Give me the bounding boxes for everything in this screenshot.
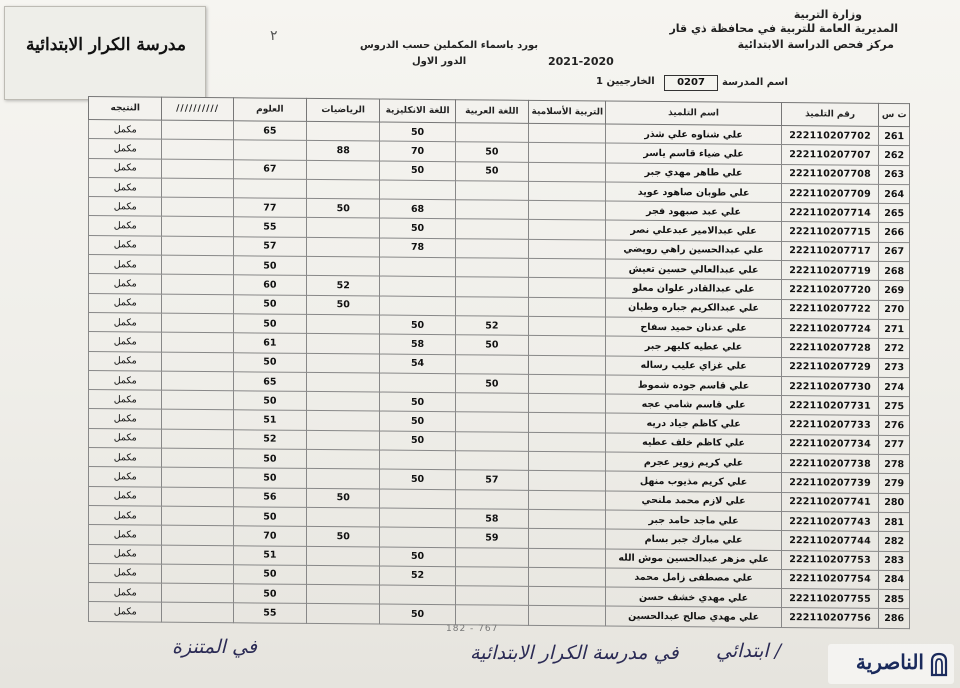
row-hatched-cell — [162, 139, 233, 159]
row-student-number: 222110207756 — [781, 608, 879, 628]
row-english-grade: 50 — [380, 547, 455, 567]
row-seq: 286 — [879, 609, 910, 629]
row-science-grade: 77 — [233, 198, 306, 218]
row-student-number: 222110207744 — [781, 531, 879, 551]
row-student-number: 222110207733 — [781, 415, 879, 435]
row-student-name: علي عبدالعالي حسين تعيش — [606, 259, 781, 280]
row-hatched-cell — [162, 275, 233, 295]
row-student-name: علي عبدالحسين راهي رويضي — [606, 240, 781, 261]
row-math-grade — [307, 469, 380, 489]
header-result: النتيجه — [89, 97, 162, 121]
row-english-grade: 50 — [380, 122, 455, 142]
row-islamic-grade — [529, 162, 606, 182]
row-arabic-grade: 50 — [455, 142, 528, 162]
row-math-grade — [307, 411, 380, 431]
row-seq: 270 — [879, 300, 910, 320]
row-student-name: علي مبارك جبر بسام — [606, 529, 781, 550]
row-english-grade — [380, 296, 455, 316]
row-seq: 263 — [879, 165, 910, 185]
row-arabic-grade — [455, 200, 528, 220]
row-islamic-grade — [529, 394, 606, 414]
row-student-number: 222110207743 — [781, 511, 879, 531]
row-student-name: علي عبدالامير عبدعلي نصر — [606, 221, 781, 242]
row-islamic-grade — [529, 432, 606, 452]
row-math-grade — [307, 121, 380, 141]
row-science-grade: 50 — [233, 565, 306, 585]
row-result: مكمل — [89, 312, 162, 332]
row-hatched-cell — [162, 178, 233, 198]
row-seq: 280 — [879, 493, 910, 513]
row-arabic-grade — [455, 567, 528, 587]
row-arabic-grade: 52 — [455, 316, 528, 336]
row-islamic-grade — [529, 123, 606, 143]
header-student-number: رقم التلميذ — [781, 103, 879, 127]
row-islamic-grade — [529, 239, 606, 259]
round-title: الدور الاول — [412, 56, 467, 67]
row-student-number: 222110207702 — [781, 126, 879, 146]
year-label: 2021-2020 — [548, 55, 614, 68]
row-math-grade: 52 — [307, 276, 380, 296]
row-math-grade — [307, 218, 380, 238]
row-hatched-cell — [162, 583, 233, 603]
center-title: مركز فحص الدراسة الابتدائية — [737, 38, 894, 51]
row-hatched-cell — [162, 448, 233, 468]
row-result: مكمل — [89, 274, 162, 294]
row-hatched-cell — [162, 120, 233, 140]
row-student-name: علي ماجد حامد جبر — [606, 510, 781, 531]
stamp-mark: ٢ — [270, 28, 278, 44]
row-student-number: 222110207729 — [781, 357, 879, 377]
row-arabic-grade — [455, 412, 528, 432]
row-hatched-cell — [162, 390, 233, 410]
row-english-grade: 68 — [380, 199, 455, 219]
row-english-grade: 50 — [380, 469, 455, 489]
row-math-grade — [307, 334, 380, 354]
row-result: مكمل — [89, 177, 162, 197]
row-science-grade: 51 — [233, 545, 306, 565]
row-math-grade: 50 — [307, 199, 380, 219]
row-arabic-grade — [455, 586, 528, 606]
row-student-number: 222110207739 — [781, 473, 879, 493]
row-result: مكمل — [89, 486, 162, 506]
row-science-grade: 50 — [233, 507, 306, 527]
row-math-grade: 50 — [307, 527, 380, 547]
row-islamic-grade — [529, 143, 606, 163]
row-hatched-cell — [162, 487, 233, 507]
row-student-name: علي كاظم جياد دريه — [606, 413, 781, 434]
row-hatched-cell — [162, 352, 233, 372]
row-science-grade: 51 — [233, 410, 306, 430]
table-body — [89, 120, 910, 629]
row-hatched-cell — [162, 313, 233, 333]
row-student-name: علي مهدي صالح عبدالحسين — [606, 606, 781, 627]
row-english-grade: 70 — [380, 141, 455, 161]
row-result: مكمل — [89, 216, 162, 236]
row-arabic-grade: 50 — [455, 335, 528, 355]
row-islamic-grade — [529, 548, 606, 568]
row-science-grade — [233, 140, 306, 160]
row-result: مكمل — [89, 351, 162, 371]
row-islamic-grade — [529, 413, 606, 433]
row-arabic-grade: 59 — [455, 528, 528, 548]
row-student-name: علي طاهر مهدي جبر — [606, 163, 781, 184]
row-hatched-cell — [162, 294, 233, 314]
row-result: مكمل — [89, 544, 162, 564]
row-islamic-grade — [529, 374, 606, 394]
row-english-grade — [380, 257, 455, 277]
signature-right: / ابتدائي — [716, 640, 782, 662]
row-hatched-cell — [162, 410, 233, 430]
row-result: مكمل — [89, 332, 162, 352]
row-student-name: علي مهدي خشف حسن — [606, 587, 781, 608]
row-seq: 264 — [879, 184, 910, 204]
row-math-grade — [307, 353, 380, 373]
row-student-number: 222110207719 — [781, 261, 879, 281]
row-science-grade: 50 — [233, 449, 306, 469]
row-student-number: 222110207730 — [781, 376, 879, 396]
row-arabic-grade — [455, 431, 528, 451]
row-science-grade: 50 — [233, 352, 306, 372]
row-arabic-grade: 57 — [455, 470, 528, 490]
row-result: مكمل — [89, 120, 162, 140]
row-hatched-cell — [162, 564, 233, 584]
row-result: مكمل — [89, 525, 162, 545]
row-student-name: علي عطيه كليهر جبر — [606, 336, 781, 357]
row-math-grade — [307, 585, 380, 605]
watermark-text: الناصرية — [855, 650, 924, 674]
row-result: مكمل — [89, 583, 162, 603]
row-result: مكمل — [89, 158, 162, 178]
row-seq: 279 — [879, 474, 910, 494]
row-english-grade: 54 — [380, 354, 455, 374]
row-islamic-grade — [529, 529, 606, 549]
row-seq: 266 — [879, 223, 910, 243]
row-seq: 285 — [879, 590, 910, 610]
row-student-number: 222110207754 — [781, 569, 879, 589]
page-counter: 182 - 767 — [446, 624, 499, 634]
row-seq: 271 — [879, 319, 910, 339]
row-arabic-grade — [455, 258, 528, 278]
row-student-name: علي قاسم شامي عجه — [606, 394, 781, 415]
row-student-number: 222110207714 — [781, 203, 879, 223]
row-math-grade — [307, 546, 380, 566]
row-student-name: علي طوبان صاهود عويد — [606, 182, 781, 203]
row-student-number: 222110207755 — [781, 589, 879, 609]
row-english-grade: 50 — [380, 412, 455, 432]
row-english-grade: 50 — [380, 431, 455, 451]
row-math-grade — [307, 256, 380, 276]
row-math-grade — [307, 392, 380, 412]
row-islamic-grade — [529, 316, 606, 336]
row-science-grade: 60 — [233, 275, 306, 295]
row-result: مكمل — [89, 602, 162, 622]
row-math-grade — [307, 449, 380, 469]
row-science-grade: 50 — [233, 294, 306, 314]
signature-center: في مدرسة الكرار الابتدائية — [470, 642, 679, 664]
header-seq: ت س — [879, 103, 910, 126]
row-student-name: علي عبدالكريم جباره وطبان — [606, 298, 781, 319]
row-arabic-grade — [455, 354, 528, 374]
row-science-grade: 50 — [233, 391, 306, 411]
row-science-grade: 55 — [233, 217, 306, 237]
header-hatched: ////////// — [162, 97, 233, 121]
row-islamic-grade — [529, 490, 606, 510]
row-science-grade: 57 — [233, 237, 306, 257]
row-english-grade — [380, 527, 455, 547]
row-arabic-grade — [455, 605, 528, 625]
row-islamic-grade — [529, 509, 606, 529]
row-student-name: علي ضياء قاسم ياسر — [606, 143, 781, 164]
row-student-name: علي عدنان حميد سفاح — [606, 317, 781, 338]
row-english-grade: 58 — [380, 334, 455, 354]
row-result: مكمل — [89, 370, 162, 390]
grades-sheet — [88, 96, 910, 643]
row-result: مكمل — [89, 505, 162, 525]
row-science-grade: 61 — [233, 333, 306, 353]
row-english-grade — [380, 180, 455, 200]
row-arabic-grade: 58 — [455, 509, 528, 529]
school-stamp — [4, 6, 206, 100]
row-hatched-cell — [162, 255, 233, 275]
row-student-number: 222110207715 — [781, 222, 879, 242]
row-result: مكمل — [89, 139, 162, 159]
row-seq: 268 — [879, 261, 910, 281]
row-result: مكمل — [89, 563, 162, 583]
row-arabic-grade — [455, 277, 528, 297]
row-english-grade: 50 — [380, 604, 455, 624]
row-student-name: علي كريم مذيوب منهل — [606, 471, 781, 492]
row-hatched-cell — [162, 159, 233, 179]
row-student-name: علي لازم محمد ملنحي — [606, 491, 781, 512]
row-student-name: علي قاسم جوده شموط — [606, 375, 781, 396]
row-result: مكمل — [89, 409, 162, 429]
row-english-grade: 50 — [380, 392, 455, 412]
row-arabic-grade: 50 — [455, 374, 528, 394]
row-seq: 282 — [879, 532, 910, 552]
row-islamic-grade — [529, 567, 606, 587]
row-science-grade: 55 — [233, 603, 306, 623]
row-science-grade: 70 — [233, 526, 306, 546]
row-english-grade — [380, 489, 455, 509]
row-result: مكمل — [89, 197, 162, 217]
row-hatched-cell — [162, 236, 233, 256]
row-arabic-grade — [455, 296, 528, 316]
school-code: 0207 — [664, 75, 718, 91]
row-hatched-cell — [162, 197, 233, 217]
row-seq: 267 — [879, 242, 910, 262]
row-math-grade: 50 — [307, 488, 380, 508]
row-hatched-cell — [162, 506, 233, 526]
row-student-number: 222110207722 — [781, 299, 879, 319]
row-hatched-cell — [162, 467, 233, 487]
row-hatched-cell — [162, 371, 233, 391]
board-title: بورد باسماء المكملين حسب الدروس — [360, 40, 539, 51]
grades-table — [88, 96, 910, 629]
row-seq: 277 — [879, 435, 910, 455]
row-math-grade — [307, 565, 380, 585]
row-islamic-grade — [529, 258, 606, 278]
row-seq: 261 — [879, 126, 910, 146]
row-result: مكمل — [89, 428, 162, 448]
row-hatched-cell — [162, 545, 233, 565]
row-seq: 283 — [879, 551, 910, 571]
row-student-number: 222110207753 — [781, 550, 879, 570]
row-seq: 275 — [879, 397, 910, 417]
watermark — [828, 644, 954, 684]
row-arabic-grade: 50 — [455, 161, 528, 181]
row-math-grade — [307, 372, 380, 392]
row-islamic-grade — [529, 220, 606, 240]
row-seq: 272 — [879, 339, 910, 359]
row-math-grade: 50 — [307, 295, 380, 315]
row-result: مكمل — [89, 390, 162, 410]
row-islamic-grade — [529, 355, 606, 375]
row-english-grade — [380, 276, 455, 296]
row-science-grade: 50 — [233, 256, 306, 276]
row-english-grade: 50 — [380, 315, 455, 335]
row-result: مكمل — [89, 235, 162, 255]
row-science-grade: 52 — [233, 430, 306, 450]
row-student-number: 222110207709 — [781, 183, 879, 203]
row-result: مكمل — [89, 467, 162, 487]
row-student-name: علي عبد صبهود فجر — [606, 201, 781, 222]
row-english-grade — [380, 450, 455, 470]
row-arabic-grade — [455, 489, 528, 509]
row-student-number: 222110207741 — [781, 492, 879, 512]
row-student-number: 222110207717 — [781, 241, 879, 261]
stamp-text: مدرسة الكرار الابتدائية — [26, 35, 186, 55]
row-math-grade — [307, 160, 380, 180]
header-islamic: التربية الأسلامية — [529, 100, 606, 124]
row-english-grade: 50 — [380, 219, 455, 239]
row-student-number: 222110207728 — [781, 338, 879, 358]
row-arabic-grade — [455, 451, 528, 471]
row-arabic-grade — [455, 238, 528, 258]
row-student-number: 222110207734 — [781, 434, 879, 454]
row-math-grade — [307, 507, 380, 527]
row-student-name: علي مصطفى زامل محمد — [606, 568, 781, 589]
signature-left: في المتنزة — [172, 636, 257, 658]
row-result: مكمل — [89, 293, 162, 313]
row-islamic-grade — [529, 181, 606, 201]
row-science-grade: 50 — [233, 468, 306, 488]
row-english-grade — [380, 508, 455, 528]
external-label: الخارجيين 1 — [596, 76, 655, 87]
row-hatched-cell — [162, 217, 233, 237]
row-math-grade — [307, 179, 380, 199]
row-hatched-cell — [162, 332, 233, 352]
row-islamic-grade — [529, 586, 606, 606]
row-islamic-grade — [529, 278, 606, 298]
row-student-number: 222110207707 — [781, 145, 879, 165]
header-math: الرياضيات — [307, 98, 380, 122]
row-english-grade — [380, 585, 455, 605]
row-islamic-grade — [529, 471, 606, 491]
row-hatched-cell — [162, 429, 233, 449]
row-student-number: 222110207708 — [781, 164, 879, 184]
school-name-label: اسم المدرسة — [722, 77, 788, 88]
row-arabic-grade — [455, 219, 528, 239]
row-science-grade: 50 — [233, 314, 306, 334]
header-english: اللغة الانكليزية — [380, 99, 455, 123]
row-science-grade — [233, 179, 306, 199]
row-seq: 278 — [879, 454, 910, 474]
row-student-name: علي عبدالقادر علوان معلو — [606, 278, 781, 299]
row-student-name: علي كريم زوير عجرم — [606, 452, 781, 473]
row-seq: 265 — [879, 204, 910, 224]
row-english-grade: 78 — [380, 238, 455, 258]
row-islamic-grade — [529, 297, 606, 317]
directorate-title: المديرية العامة للتربية في محافظة ذي قار — [669, 22, 898, 35]
row-student-number: 222110207731 — [781, 396, 879, 416]
row-arabic-grade — [455, 547, 528, 567]
row-seq: 276 — [879, 416, 910, 436]
row-math-grade — [307, 430, 380, 450]
header-arabic: اللغة العربية — [455, 100, 528, 124]
row-seq: 281 — [879, 512, 910, 532]
row-science-grade: 65 — [233, 121, 306, 141]
row-english-grade: 50 — [380, 161, 455, 181]
row-math-grade — [307, 604, 380, 624]
row-math-grade: 88 — [307, 141, 380, 161]
row-arabic-grade — [455, 393, 528, 413]
row-math-grade — [307, 314, 380, 334]
row-arabic-grade — [455, 181, 528, 201]
row-islamic-grade — [529, 451, 606, 471]
row-science-grade: 50 — [233, 584, 306, 604]
row-math-grade — [307, 237, 380, 257]
row-english-grade: 52 — [380, 566, 455, 586]
row-english-grade — [380, 373, 455, 393]
row-student-number: 222110207720 — [781, 280, 879, 300]
row-result: مكمل — [89, 448, 162, 468]
watermark-logo-icon — [928, 651, 950, 677]
row-student-name: علي غزاي عليب رساله — [606, 356, 781, 377]
row-hatched-cell — [162, 603, 233, 623]
row-arabic-grade — [455, 123, 528, 143]
row-student-name: علي مزهر عبدالحسين موش الله — [606, 549, 781, 570]
row-hatched-cell — [162, 525, 233, 545]
row-student-name: علي شناوه علي شذر — [606, 124, 781, 145]
row-student-number: 222110207724 — [781, 319, 879, 339]
row-result: مكمل — [89, 255, 162, 275]
row-student-name: علي كاظم خلف عطيه — [606, 433, 781, 454]
row-seq: 284 — [879, 570, 910, 590]
row-science-grade: 65 — [233, 372, 306, 392]
row-science-grade: 67 — [233, 159, 306, 179]
row-science-grade: 56 — [233, 487, 306, 507]
row-islamic-grade — [529, 606, 606, 626]
row-islamic-grade — [529, 201, 606, 221]
header-science: العلوم — [233, 98, 306, 122]
row-seq: 274 — [879, 377, 910, 397]
ministry-title: وزارة التربية — [793, 8, 862, 21]
row-seq: 262 — [879, 146, 910, 166]
row-islamic-grade — [529, 336, 606, 356]
row-seq: 269 — [879, 281, 910, 301]
row-student-number: 222110207738 — [781, 454, 879, 474]
header-student-name: اسم التلميذ — [606, 101, 781, 126]
row-seq: 273 — [879, 358, 910, 378]
